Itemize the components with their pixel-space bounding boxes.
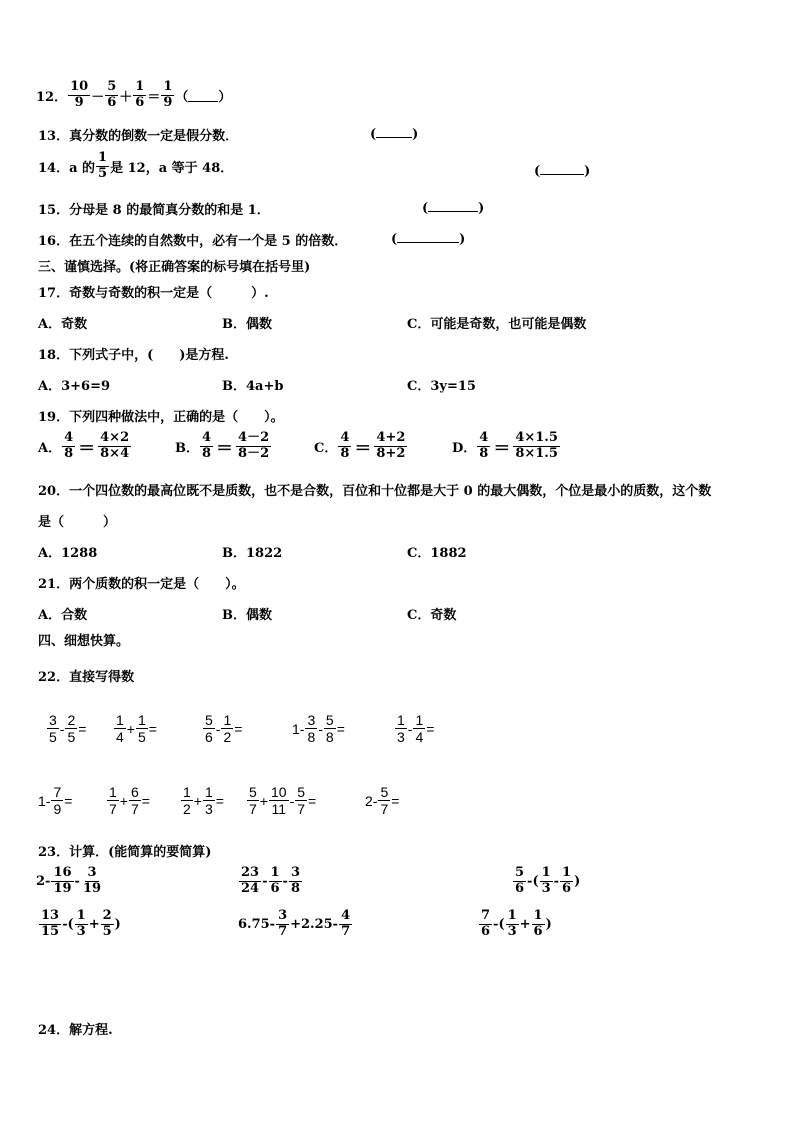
fraction: $\frac{4}{8}$ <box>202 430 212 461</box>
denominator: 7 <box>249 801 257 818</box>
mental-math-item <box>38 784 72 817</box>
numerator: 3 <box>87 865 97 880</box>
answer-blank[interactable] <box>188 89 218 102</box>
equals-sign: ＝ <box>216 438 234 459</box>
option-label: B． <box>175 440 199 456</box>
paren-close: ) <box>584 164 591 179</box>
fraction: $\frac{4}{8}$ <box>64 430 74 461</box>
option-label: C． <box>314 440 338 456</box>
option-b[interactable]: B．1822 <box>222 546 283 561</box>
equals-sign: = <box>336 720 345 737</box>
numerator: 3 <box>278 908 288 923</box>
fraction: $\frac{4}{8}$ <box>340 430 350 461</box>
question-number: 12． <box>36 89 68 105</box>
operator: - <box>215 720 221 737</box>
prefix: 2- <box>36 873 51 889</box>
option-c[interactable]: C．奇数 <box>407 608 457 623</box>
question-22: 22．直接写得数 <box>38 670 135 685</box>
denominator: 7 <box>278 923 288 939</box>
calc-item <box>238 866 303 897</box>
numerator: 6 <box>130 784 139 800</box>
numerator: 23 <box>241 865 260 880</box>
question-text: 15．分母是 8 的最简真分数的和是 1． <box>38 203 270 218</box>
option-c[interactable]: C．3y=15 <box>407 379 476 394</box>
denominator: 7 <box>130 801 139 818</box>
calc-item <box>512 866 580 897</box>
operator: - <box>318 720 323 737</box>
operator: - <box>553 873 560 889</box>
section-heading: 四、细想快算。 <box>38 634 130 649</box>
denominator: 11 <box>271 801 287 818</box>
denominator: 7 <box>297 801 306 818</box>
fraction: $\frac{1}{6}$ <box>135 79 145 110</box>
numerator: 1 <box>137 712 146 728</box>
section-heading: 三、谨慎选择。(将正确答案的标号填在括号里) <box>38 260 311 275</box>
operator: + <box>519 916 531 932</box>
answer-blank[interactable] <box>397 230 459 243</box>
paren-close: ) <box>478 201 485 216</box>
numerator: 2 <box>67 712 76 728</box>
mental-math-item <box>46 712 86 745</box>
equals-sign: = <box>148 720 157 737</box>
numerator: 16 <box>53 865 72 880</box>
calc-item <box>478 909 552 940</box>
denominator: 5 <box>102 923 112 939</box>
paren-close: ) <box>412 127 419 142</box>
mental-math-item <box>113 712 157 745</box>
denominator: 6 <box>205 729 213 746</box>
paren-open: ( <box>534 164 541 179</box>
operator: -( <box>493 916 505 932</box>
denominator: 3 <box>76 923 86 939</box>
numerator: 1 <box>507 908 517 923</box>
mental-math-item <box>292 712 345 745</box>
denominator: 6 <box>533 923 543 939</box>
calc-item <box>36 866 104 897</box>
denominator: 4 <box>116 729 124 746</box>
numerator: 3 <box>290 865 300 880</box>
numerator: 5 <box>205 712 213 728</box>
operator: + <box>119 792 128 809</box>
equals-sign: = <box>426 720 435 737</box>
answer-paren <box>422 199 484 216</box>
denominator: 8 <box>325 729 334 746</box>
calc-item <box>238 909 353 940</box>
mental-math-item <box>365 784 399 817</box>
denominator: 8 <box>307 729 316 746</box>
calc-item <box>38 909 121 940</box>
option-b[interactable]: B．4a+b <box>222 379 284 394</box>
denominator: 5 <box>49 729 57 746</box>
option-c[interactable] <box>314 431 408 462</box>
operator: + <box>193 792 202 809</box>
numerator: 1 <box>116 712 124 728</box>
denominator: 7 <box>109 801 117 818</box>
question-14 <box>38 151 233 182</box>
option-b[interactable]: B．偶数 <box>222 317 272 332</box>
numerator: 5 <box>380 784 389 800</box>
option-c[interactable]: C．可能是奇数，也可能是偶数 <box>407 317 587 332</box>
fraction: $\frac{4\times 1.5}{8\times 1.5}$ <box>515 430 558 461</box>
numerator: 1 <box>204 784 213 800</box>
answer-blank[interactable] <box>540 162 584 175</box>
question-text: 14．a 的 <box>38 160 96 176</box>
equals-sign: = <box>141 792 150 809</box>
equals-sign: ＝ <box>354 438 372 459</box>
numerator: 5 <box>515 865 525 880</box>
fraction: $\frac{4+2}{8+2}$ <box>376 430 406 461</box>
denominator: 3 <box>204 801 213 818</box>
operator: + <box>88 916 100 932</box>
denominator: 5 <box>67 729 76 746</box>
denominator: 2 <box>223 729 232 746</box>
denominator: 6 <box>562 880 572 896</box>
paren-close: ） <box>218 89 232 105</box>
answer-blank[interactable] <box>376 125 412 138</box>
equals-sign: = <box>215 792 224 809</box>
fraction: $\frac{4-2}{8-2}$ <box>238 430 270 461</box>
numerator: 7 <box>481 908 491 923</box>
numerator: 1 <box>76 908 86 923</box>
answer-paren <box>370 125 418 142</box>
equals-sign: = <box>64 792 73 809</box>
numerator: 3 <box>49 712 57 728</box>
equals-sign: = <box>78 720 87 737</box>
equals-sign: ＝ <box>147 89 161 105</box>
prefix: 2- <box>365 792 378 809</box>
option-d[interactable] <box>452 431 561 462</box>
paren-close: ) <box>459 232 466 247</box>
question-20: 20．一个四位数的最高位既不是质数，也不是合数，百位和十位都是大于 0 的最大偶数，个位是最小的质数，这个数 <box>38 484 712 499</box>
option-b[interactable]: B．偶数 <box>222 608 272 623</box>
operator: ＋ <box>119 89 133 105</box>
denominator: 7 <box>380 801 389 818</box>
answer-paren <box>534 162 590 179</box>
numerator: 5 <box>249 784 257 800</box>
paren-close: ) <box>545 916 552 932</box>
fraction: $\frac{1}{5}$ <box>98 150 108 181</box>
question-17: 17．奇数与奇数的积一定是（ ）. <box>38 286 269 301</box>
answer-blank[interactable] <box>428 199 478 212</box>
denominator: 3 <box>541 880 551 896</box>
option-b[interactable] <box>175 431 272 462</box>
equals-sign: = <box>391 792 400 809</box>
operator: - <box>282 873 288 889</box>
paren-open: （ <box>175 89 189 105</box>
paren-open: ( <box>370 127 377 142</box>
option-c[interactable]: C．1882 <box>407 546 467 561</box>
option-a[interactable]: A．合数 <box>38 608 88 623</box>
option-label: A． <box>38 440 62 456</box>
denominator: 19 <box>82 880 102 896</box>
operator: -( <box>527 873 539 889</box>
operator: - <box>262 873 268 889</box>
question-text: 16．在五个连续的自然数中，必有一个是 5 的倍数． <box>38 234 348 249</box>
denominator: 24 <box>241 880 260 896</box>
question-23: 23．计算．(能简算的要简算) <box>38 845 212 860</box>
numerator: 1 <box>223 712 232 728</box>
question-text: 13．真分数的倒数一定是假分数． <box>38 129 239 144</box>
numerator: 5 <box>297 784 306 800</box>
mental-math-item <box>202 712 242 745</box>
mental-math-item <box>246 784 316 817</box>
prefix: 1- <box>292 720 305 737</box>
operator: － <box>91 89 105 105</box>
fraction: $\frac{4\times 2}{8\times 4}$ <box>100 430 130 461</box>
operator: - <box>289 792 295 809</box>
denominator: 3 <box>397 729 405 746</box>
fraction: $\frac{4}{8}$ <box>479 430 489 461</box>
question-13 <box>38 125 238 144</box>
question-18: 18．下列式子中，( )是方程. <box>38 348 229 363</box>
equals-sign: = <box>308 792 317 809</box>
equals-sign: ＝ <box>78 438 96 459</box>
denominator: 3 <box>507 923 517 939</box>
operator: - <box>59 720 65 737</box>
operator: + <box>259 792 268 809</box>
numerator: 2 <box>102 908 112 923</box>
denominator: 19 <box>53 880 72 896</box>
mental-math-item <box>106 784 150 817</box>
numerator: 3 <box>307 712 316 728</box>
numerator: 1 <box>533 908 543 923</box>
paren-close: ) <box>114 916 121 932</box>
numerator: 13 <box>41 908 60 923</box>
denominator: 2 <box>183 801 191 818</box>
denominator: 7 <box>341 923 351 939</box>
question-15 <box>38 199 270 218</box>
denominator: 6 <box>270 880 280 896</box>
numerator: 1 <box>415 712 424 728</box>
option-a[interactable]: A．奇数 <box>38 317 88 332</box>
numerator: 5 <box>325 712 334 728</box>
numerator: 1 <box>397 712 405 728</box>
numerator: 1 <box>183 784 191 800</box>
operator: +2.25- <box>290 916 339 932</box>
fraction: $\frac{1}{9}$ <box>163 79 173 110</box>
numerator: 7 <box>53 784 62 800</box>
numerator: 10 <box>270 784 287 800</box>
prefix: 1- <box>38 792 51 809</box>
option-a[interactable] <box>38 431 132 462</box>
denominator: 4 <box>415 729 424 746</box>
numerator: 1 <box>270 865 280 880</box>
equals-sign: = <box>234 720 243 737</box>
question-19: 19．下列四种做法中，正确的是（ ）。 <box>38 410 284 425</box>
question-12 <box>36 80 231 111</box>
question-16 <box>38 230 347 249</box>
prefix: 6.75- <box>238 916 276 932</box>
question-text: 是 12，a 等于 48． <box>110 160 234 176</box>
option-a[interactable]: A．3+6=9 <box>38 379 111 394</box>
question-20-cont: 是（ ） <box>38 515 117 530</box>
question-24: 24．解方程. <box>38 1023 113 1038</box>
denominator: 6 <box>481 923 491 939</box>
paren-open: ( <box>422 201 429 216</box>
operator: - <box>407 720 413 737</box>
mental-math-item <box>180 784 224 817</box>
denominator: 8 <box>290 880 300 896</box>
paren-open: ( <box>391 232 398 247</box>
denominator: 15 <box>41 923 60 939</box>
fraction: $\frac{10}{9}$ <box>70 79 89 110</box>
denominator: 6 <box>515 880 525 896</box>
operator: + <box>126 720 135 737</box>
numerator: 1 <box>109 784 117 800</box>
numerator: 4 <box>341 908 351 923</box>
option-label: D． <box>452 440 477 456</box>
equals-sign: ＝ <box>493 438 511 459</box>
numerator: 1 <box>541 865 551 880</box>
paren-close: ) <box>574 873 581 889</box>
denominator: 5 <box>137 729 146 746</box>
numerator: 1 <box>562 865 572 880</box>
denominator: 9 <box>53 801 62 818</box>
question-21: 21．两个质数的积一定是（ ）。 <box>38 577 245 592</box>
fraction: $\frac{5}{6}$ <box>107 79 117 110</box>
operator: -( <box>62 916 74 932</box>
answer-paren <box>391 230 465 247</box>
option-a[interactable]: A．1288 <box>38 546 98 561</box>
operator: - <box>74 873 80 889</box>
mental-math-item <box>394 712 434 745</box>
